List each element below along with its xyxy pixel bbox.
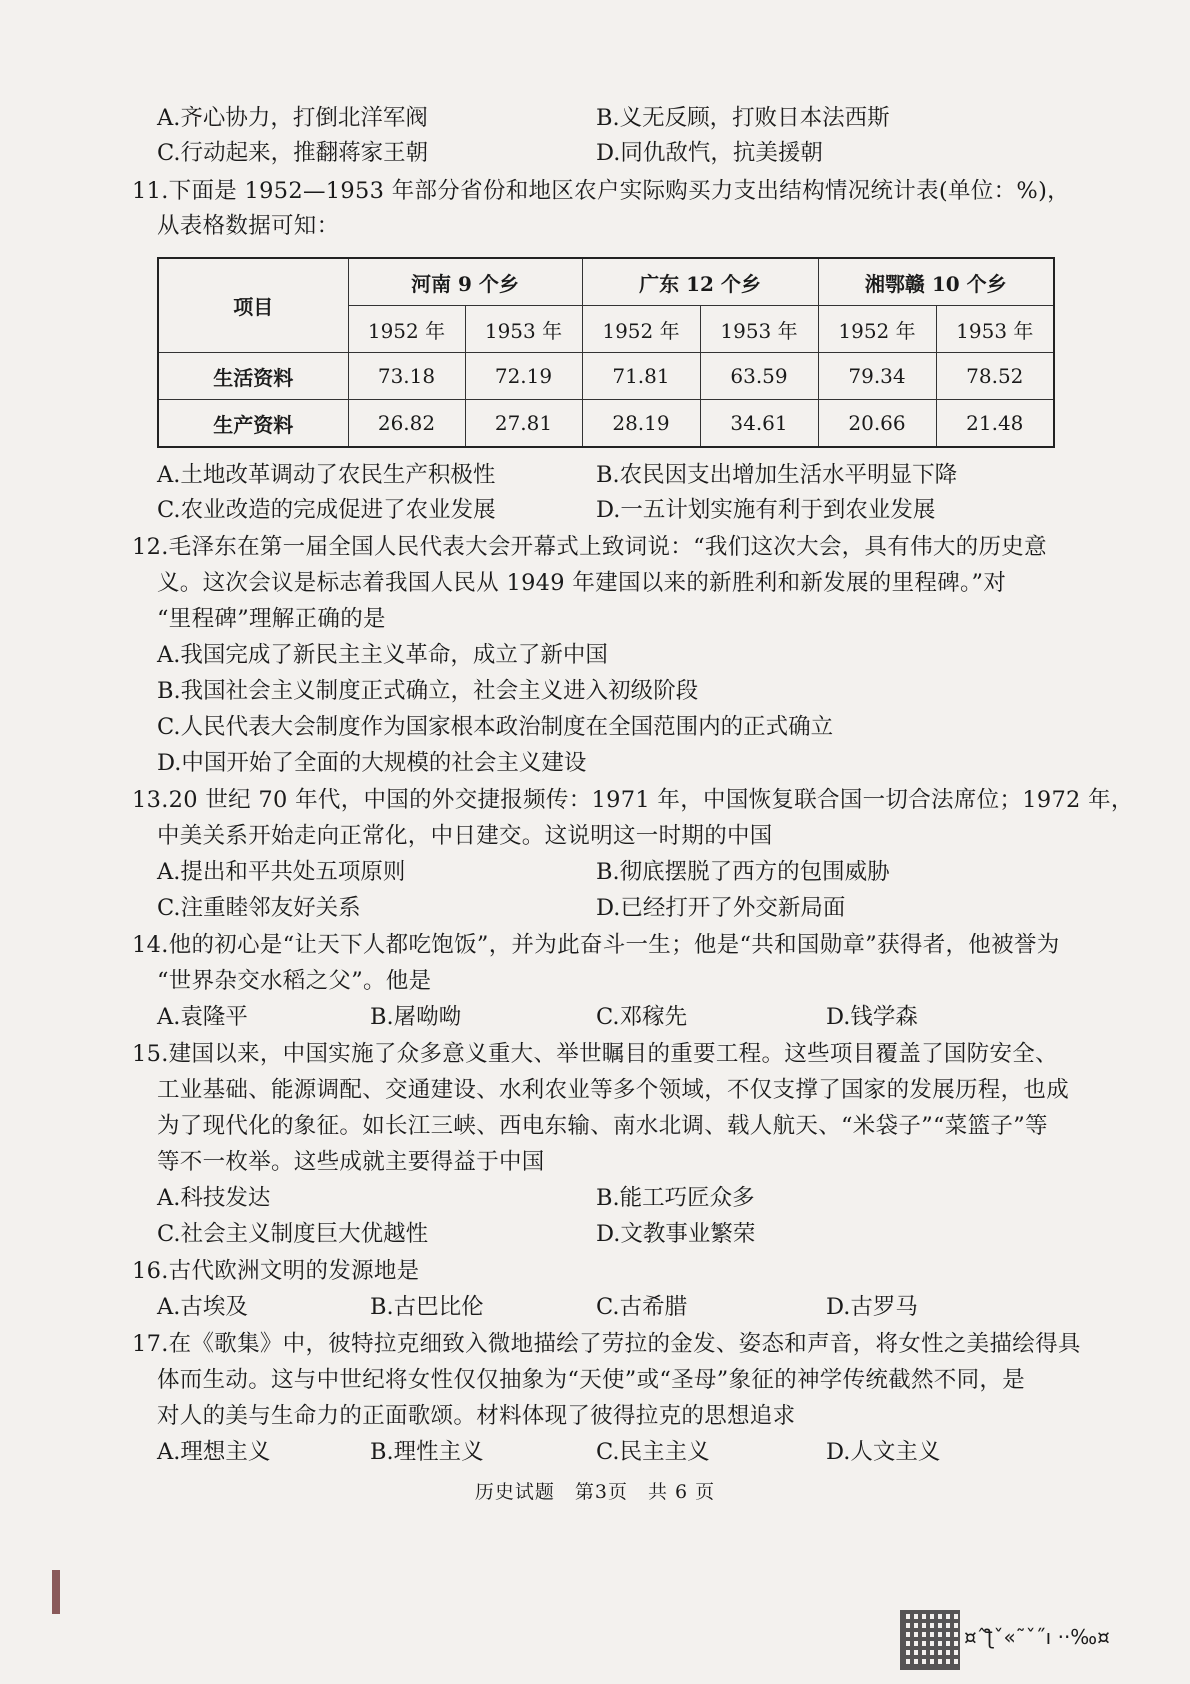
q12-option-d: D.中国开始了全面的大规模的社会主义建设 xyxy=(157,750,587,776)
q14-stem-line1: 14.他的初心是“让天下人都吃饱饭”，并为此奋斗一生；他是“共和国勋章”获得者，他被誉为 xyxy=(132,932,1060,958)
q14-option-d: D.钱学森 xyxy=(826,1004,918,1030)
table-year-header: 1953 年 xyxy=(465,306,582,353)
table-cell: 26.82 xyxy=(348,400,465,448)
table-cell: 21.48 xyxy=(936,400,1054,448)
table-cell: 71.81 xyxy=(582,353,700,400)
q12-stem-line3: “里程碑”理解正确的是 xyxy=(157,606,386,632)
q16-option-d: D.古罗马 xyxy=(826,1294,918,1320)
q17-option-d: D.人文主义 xyxy=(826,1439,941,1465)
q10-option-a: A.齐心协力，打倒北洋军阀 xyxy=(157,105,428,131)
table-cell: 27.81 xyxy=(465,400,582,448)
q13-stem-line1: 13.20 世纪 70 年代，中国的外交捷报频传：1971 年，中国恢复联合国一切合法席位；1972 年， xyxy=(132,787,1134,813)
q16-option-b: B.古巴比伦 xyxy=(370,1294,484,1320)
table-year-header: 1952 年 xyxy=(818,306,936,353)
table-year-header: 1953 年 xyxy=(700,306,818,353)
q15-option-b: B.能工巧匠众多 xyxy=(596,1185,755,1211)
table-cell: 79.34 xyxy=(818,353,936,400)
table-year-header: 1952 年 xyxy=(582,306,700,353)
q12-option-a: A.我国完成了新民主主义革命，成立了新中国 xyxy=(157,642,608,668)
q16-stem-line1: 16.古代欧洲文明的发源地是 xyxy=(132,1258,420,1284)
q11-option-a: A.土地改革调动了农民生产积极性 xyxy=(157,462,496,488)
q13-option-d: D.已经打开了外交新局面 xyxy=(596,895,846,921)
table-row xyxy=(158,353,1054,400)
q15-stem-line2: 工业基础、能源调配、交通建设、水利农业等多个领域，不仅支撑了国家的发展历程，也成 xyxy=(157,1077,1070,1103)
q15-stem-line1: 15.建国以来，中国实施了众多意义重大、举世瞩目的重要工程。这些项目覆盖了国防安全、 xyxy=(132,1041,1058,1067)
q15-option-a: A.科技发达 xyxy=(157,1185,271,1211)
table-year-header: 1952 年 xyxy=(348,306,465,353)
q11-option-c: C.农业改造的完成促进了农业发展 xyxy=(157,497,496,523)
page-footer: 历史试题 第3页 共 6 页 xyxy=(474,1481,716,1503)
table-region-henan: 河南 9 个乡 xyxy=(348,258,582,306)
row-label: 生活资料 xyxy=(158,353,348,400)
q17-stem-line1: 17.在《歌集》中，彼特拉克细致入微地描绘了劳拉的金发、姿态和声音，将女性之美描绘得具 xyxy=(132,1331,1081,1357)
q14-stem-line2: “世界杂交水稻之父”。他是 xyxy=(157,968,432,994)
table-cell: 20.66 xyxy=(818,400,936,448)
table-region-xiangegan: 湘鄂赣 10 个乡 xyxy=(818,258,1054,306)
table-cell: 34.61 xyxy=(700,400,818,448)
q12-option-b: B.我国社会主义制度正式确立，社会主义进入初级阶段 xyxy=(157,678,699,704)
q17-option-c: C.民主主义 xyxy=(596,1439,710,1465)
table-cell: 63.59 xyxy=(700,353,818,400)
q12-stem-line2: 义。这次会议是标志着我国人民从 1949 年建国以来的新胜利和新发展的里程碑。”对 xyxy=(157,570,1007,596)
table-item-header: 项目 xyxy=(158,258,348,353)
q10-option-d: D.同仇敌忾，抗美援朝 xyxy=(596,140,823,166)
q11-option-d: D.一五计划实施有利于到农业发展 xyxy=(596,497,936,523)
q15-option-d: D.文教事业繁荣 xyxy=(596,1221,756,1247)
q11-stem-line2: 从表格数据可知： xyxy=(157,213,340,239)
table-year-header: 1953 年 xyxy=(936,306,1054,353)
q12-option-c: C.人民代表大会制度作为国家根本政治制度在全国范围内的正式确立 xyxy=(157,714,834,740)
row-label: 生产资料 xyxy=(158,400,348,448)
table-cell: 28.19 xyxy=(582,400,700,448)
q15-stem-line3: 为了现代化的象征。如长江三峡、西电东输、南水北调、载人航天、“米袋子”“菜篮子”等 xyxy=(157,1113,1048,1139)
scan-edge-mark xyxy=(52,1570,60,1614)
q17-option-b: B.理性主义 xyxy=(370,1439,484,1465)
q14-option-b: B.屠呦呦 xyxy=(370,1004,462,1030)
qr-code-icon xyxy=(900,1610,960,1670)
q11-statistics-table xyxy=(157,257,1055,448)
q13-option-b: B.彻底摆脱了西方的包围威胁 xyxy=(596,859,890,885)
q11-stem-line1: 11.下面是 1952—1953 年部分省份和地区农户实际购买力支出结构情况统计表(单位：%)， xyxy=(132,178,1070,204)
q14-option-c: C.邓稼先 xyxy=(596,1004,688,1030)
q17-stem-line2: 体而生动。这与中世纪将女性仅仅抽象为“天使”或“圣母”象征的神学传统截然不同，是 xyxy=(157,1367,1026,1393)
table-region-guangdong: 广东 12 个乡 xyxy=(582,258,818,306)
q16-option-c: C.古希腊 xyxy=(596,1294,688,1320)
q11-option-b: B.农民因支出增加生活水平明显下降 xyxy=(596,462,958,488)
table-cell: 78.52 xyxy=(936,353,1054,400)
q13-stem-line2: 中美关系开始走向正常化，中日建交。这说明这一时期的中国 xyxy=(157,823,773,849)
table-row xyxy=(158,400,1054,448)
q14-option-a: A.袁隆平 xyxy=(157,1004,248,1030)
q16-option-a: A.古埃及 xyxy=(157,1294,248,1320)
q13-option-c: C.注重睦邻友好关系 xyxy=(157,895,361,921)
q17-option-a: A.理想主义 xyxy=(157,1439,271,1465)
q10-option-b: B.义无反顾，打败日本法西斯 xyxy=(596,105,890,131)
q17-stem-line3: 对人的美与生命力的正面歌颂。材料体现了彼得拉克的思想追求 xyxy=(157,1403,796,1429)
q15-option-c: C.社会主义制度巨大优越性 xyxy=(157,1221,429,1247)
qr-caption: ¤ˆƪˇ«˜ˇ˝ı ··‰¤ xyxy=(964,1625,1110,1649)
q15-stem-line4: 等不一枚举。这些成就主要得益于中国 xyxy=(157,1149,545,1175)
table-cell: 73.18 xyxy=(348,353,465,400)
q13-option-a: A.提出和平共处五项原则 xyxy=(157,859,406,885)
table-cell: 72.19 xyxy=(465,353,582,400)
q10-option-c: C.行动起来，推翻蒋家王朝 xyxy=(157,140,429,166)
q12-stem-line1: 12.毛泽东在第一届全国人民代表大会开幕式上致词说：“我们这次大会，具有伟大的历史意 xyxy=(132,534,1047,560)
